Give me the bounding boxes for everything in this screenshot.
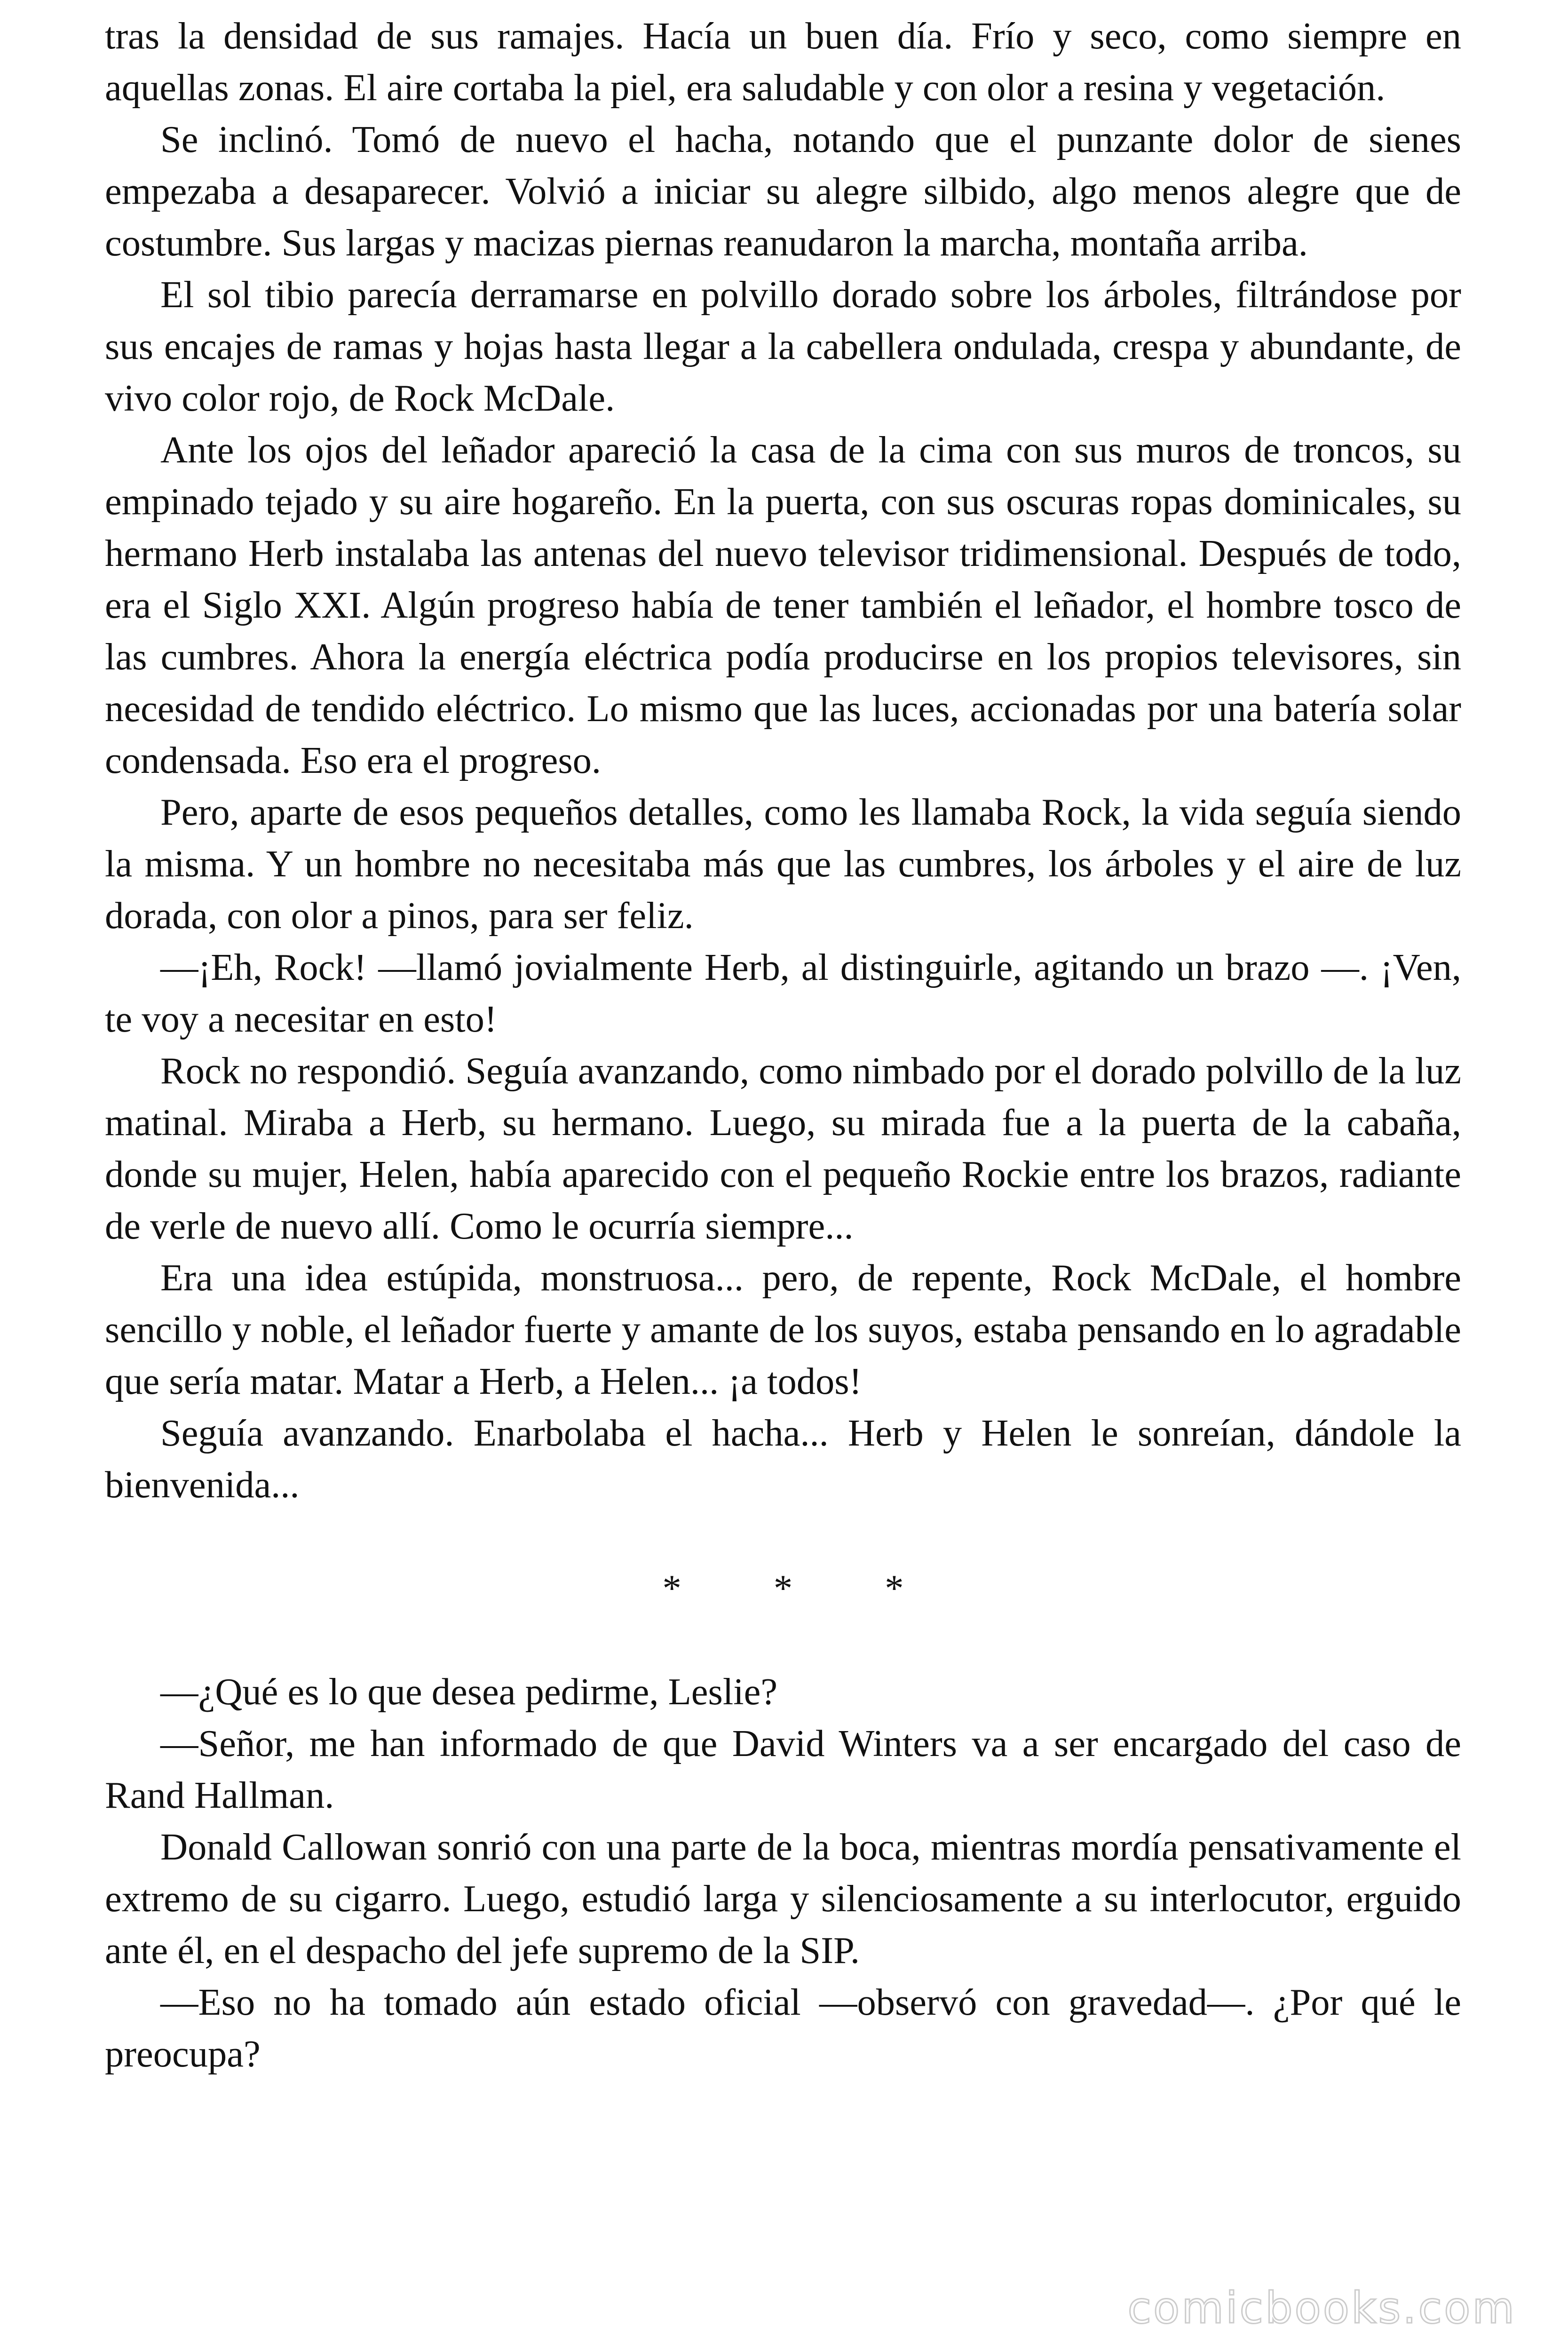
- paragraph: Pero, aparte de esos pequeños detalles, como les llamaba Rock, la vida seguía siendo la misma. Y un hombre no necesitaba más que las cumbres, los árboles y el aire de luz dorada, con olor a pinos, para ser feliz.: [105, 791, 1461, 937]
- paragraph: Rock no respondió. Seguía avanzando, como nimbado por el dorado polvillo de la luz matinal. Miraba a Herb, su hermano. Luego, su mirada fue a la puerta de la cabaña, donde su mujer, Helen, había aparecido con el pequeño Rockie entre los brazos, radiante de verle de nuevo allí. Como le ocurría siempre...: [105, 1050, 1461, 1247]
- paragraph: Donald Callowan sonrió con una parte de la boca, mientras mordía pensativamente el extremo de su cigarro. Luego, estudió larga y silenciosamente a su interlocutor, erguido ante él, en el despacho del jefe supremo de la SIP.: [105, 1826, 1461, 1971]
- paragraph: —Señor, me han informado de que David Winters va a ser encargado del caso de Rand Hallman.: [105, 1723, 1461, 1816]
- paragraph: El sol tibio parecía derramarse en polvillo dorado sobre los árboles, filtrándose por sus encajes de ramas y hojas hasta llegar a la cabellera ondulada, crespa y abundante, de vivo color rojo, de Rock McDale.: [105, 274, 1461, 419]
- watermark: comicbooks.com: [1127, 2283, 1516, 2333]
- paragraph: —¡Eh, Rock! —llamó jovialmente Herb, al distinguirle, agitando un brazo —. ¡Ven, te voy a necesitar en esto!: [105, 946, 1461, 1040]
- paragraph: Ante los ojos del leñador apareció la casa de la cima con sus muros de troncos, su empinado tejado y su aire hogareño. En la puerta, con sus oscuras ropas dominicales, su hermano Herb instalaba las antenas del nuevo televisor tridimensional. Después de todo, era el Siglo XXI. Algún progreso había de tener también el leñador, el hombre tosco de las cumbres. Ahora la energía eléctrica podía producirse en los propios televisores, sin necesidad de tendido eléctrico. Lo mismo que las luces, accionadas por una batería solar condensada. Eso era el progreso.: [105, 429, 1461, 781]
- paragraph: tras la densidad de sus ramajes. Hacía un buen día. Frío y seco, como siempre en aquellas zonas. El aire cortaba la piel, era saludable y con olor a resina y vegetación.: [105, 15, 1461, 109]
- section-separator: * * *: [662, 1567, 945, 1609]
- document-body: [105, 10, 1461, 2080]
- paragraph: Se inclinó. Tomó de nuevo el hacha, notando que el punzante dolor de sienes empezaba a desaparecer. Volvió a iniciar su alegre silbido, algo menos alegre que de costumbre. Sus largas y macizas piernas reanudaron la marcha, montaña arriba.: [105, 119, 1461, 264]
- paragraph: Era una idea estúpida, monstruosa... pero, de repente, Rock McDale, el hombre sencillo y noble, el leñador fuerte y amante de los suyos, estaba pensando en lo agradable que sería matar. Matar a Herb, a Helen... ¡a todos!: [105, 1257, 1461, 1402]
- paragraph: Seguía avanzando. Enarbolaba el hacha... Herb y Helen le sonreían, dándole la bienvenida...: [105, 1412, 1461, 1506]
- paragraph: —¿Qué es lo que desea pedirme, Leslie?: [160, 1671, 778, 1713]
- paragraph: —Eso no ha tomado aún estado oficial —observó con gravedad—. ¿Por qué le preocupa?: [105, 1981, 1461, 2075]
